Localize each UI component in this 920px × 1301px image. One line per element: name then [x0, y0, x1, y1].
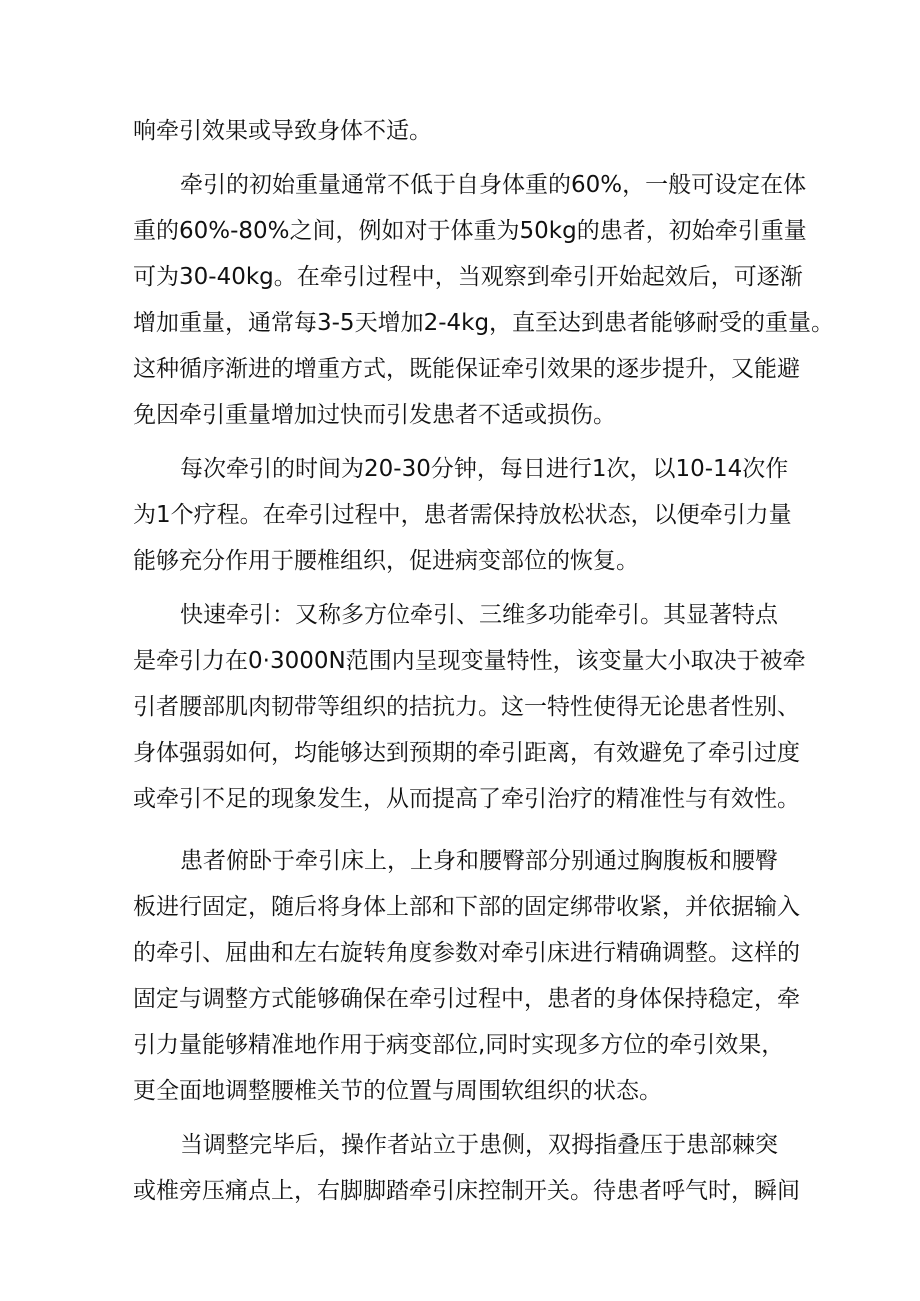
- text-line: 更全面地调整腰椎关节的位置与周围软组织的状态。: [133, 1078, 662, 1104]
- text-line: 这种循序渐进的增重方式，既能保证牵引效果的逐步提升，又能避: [133, 356, 800, 382]
- text-line: 板进行固定，随后将身体上部和下部的固定绑带收紧，并依据输入: [133, 894, 800, 920]
- text-line: 重的60%-80%之间，例如对于体重为50kg的患者，初始牵引重量: [133, 218, 807, 244]
- text-line: 或椎旁压痛点上，右脚脚踏牵引床控制开关。待患者呼气时，瞬间: [133, 1178, 800, 1204]
- text-line: 能够充分作用于腰椎组织，促进病变部位的恢复。: [133, 548, 639, 574]
- text-line: 牵引的初始重量通常不低于自身体重的60%，一般可设定在体: [180, 172, 807, 198]
- text-line: 免因牵引重量增加过快而引发患者不适或损伤。: [133, 402, 616, 428]
- text-line: 身体强弱如何，均能够达到预期的牵引距离，有效避免了牵引过度: [133, 740, 800, 766]
- text-line: 当调整完毕后，操作者站立于患侧，双拇指叠压于患部棘突: [180, 1132, 778, 1158]
- text-line: 引力量能够精准地作用于病变部位,同时实现多方位的牵引效果，: [133, 1032, 785, 1058]
- text-line: 固定与调整方式能够确保在牵引过程中，患者的身体保持稳定，牵: [133, 986, 800, 1012]
- text-line: 每次牵引的时间为20-30分钟，每日进行1次，以10-14次作: [180, 456, 789, 482]
- text-line: 的牵引、屈曲和左右旋转角度参数对牵引床进行精确调整。这样的: [133, 940, 800, 966]
- text-line: 增加重量，通常每3-5天增加2-4kg，直至达到患者能够耐受的重量。: [133, 310, 835, 336]
- text-line: 或牵引不足的现象发生，从而提高了牵引治疗的精准性与有效性。: [133, 786, 800, 812]
- text-line: 响牵引效果或导致身体不适。: [133, 118, 432, 144]
- text-line: 为1个疗程。在牵引过程中，患者需保持放松状态，以便牵引力量: [133, 502, 792, 528]
- text-line: 患者俯卧于牵引床上，上身和腰臀部分别通过胸腹板和腰臀: [180, 848, 778, 874]
- text-line: 是牵引力在0·3000N范围内呈现变量特性，该变量大小取决于被牵: [133, 648, 806, 674]
- text-line: 可为30-40kg。在牵引过程中，当观察到牵引开始起效后，可逐渐: [133, 264, 803, 290]
- text-line: 快速牵引：又称多方位牵引、三维多功能牵引。其显著特点: [180, 602, 778, 628]
- text-line: 引者腰部肌肉韧带等组织的拮抗力。这一特性使得无论患者性别、: [133, 694, 800, 720]
